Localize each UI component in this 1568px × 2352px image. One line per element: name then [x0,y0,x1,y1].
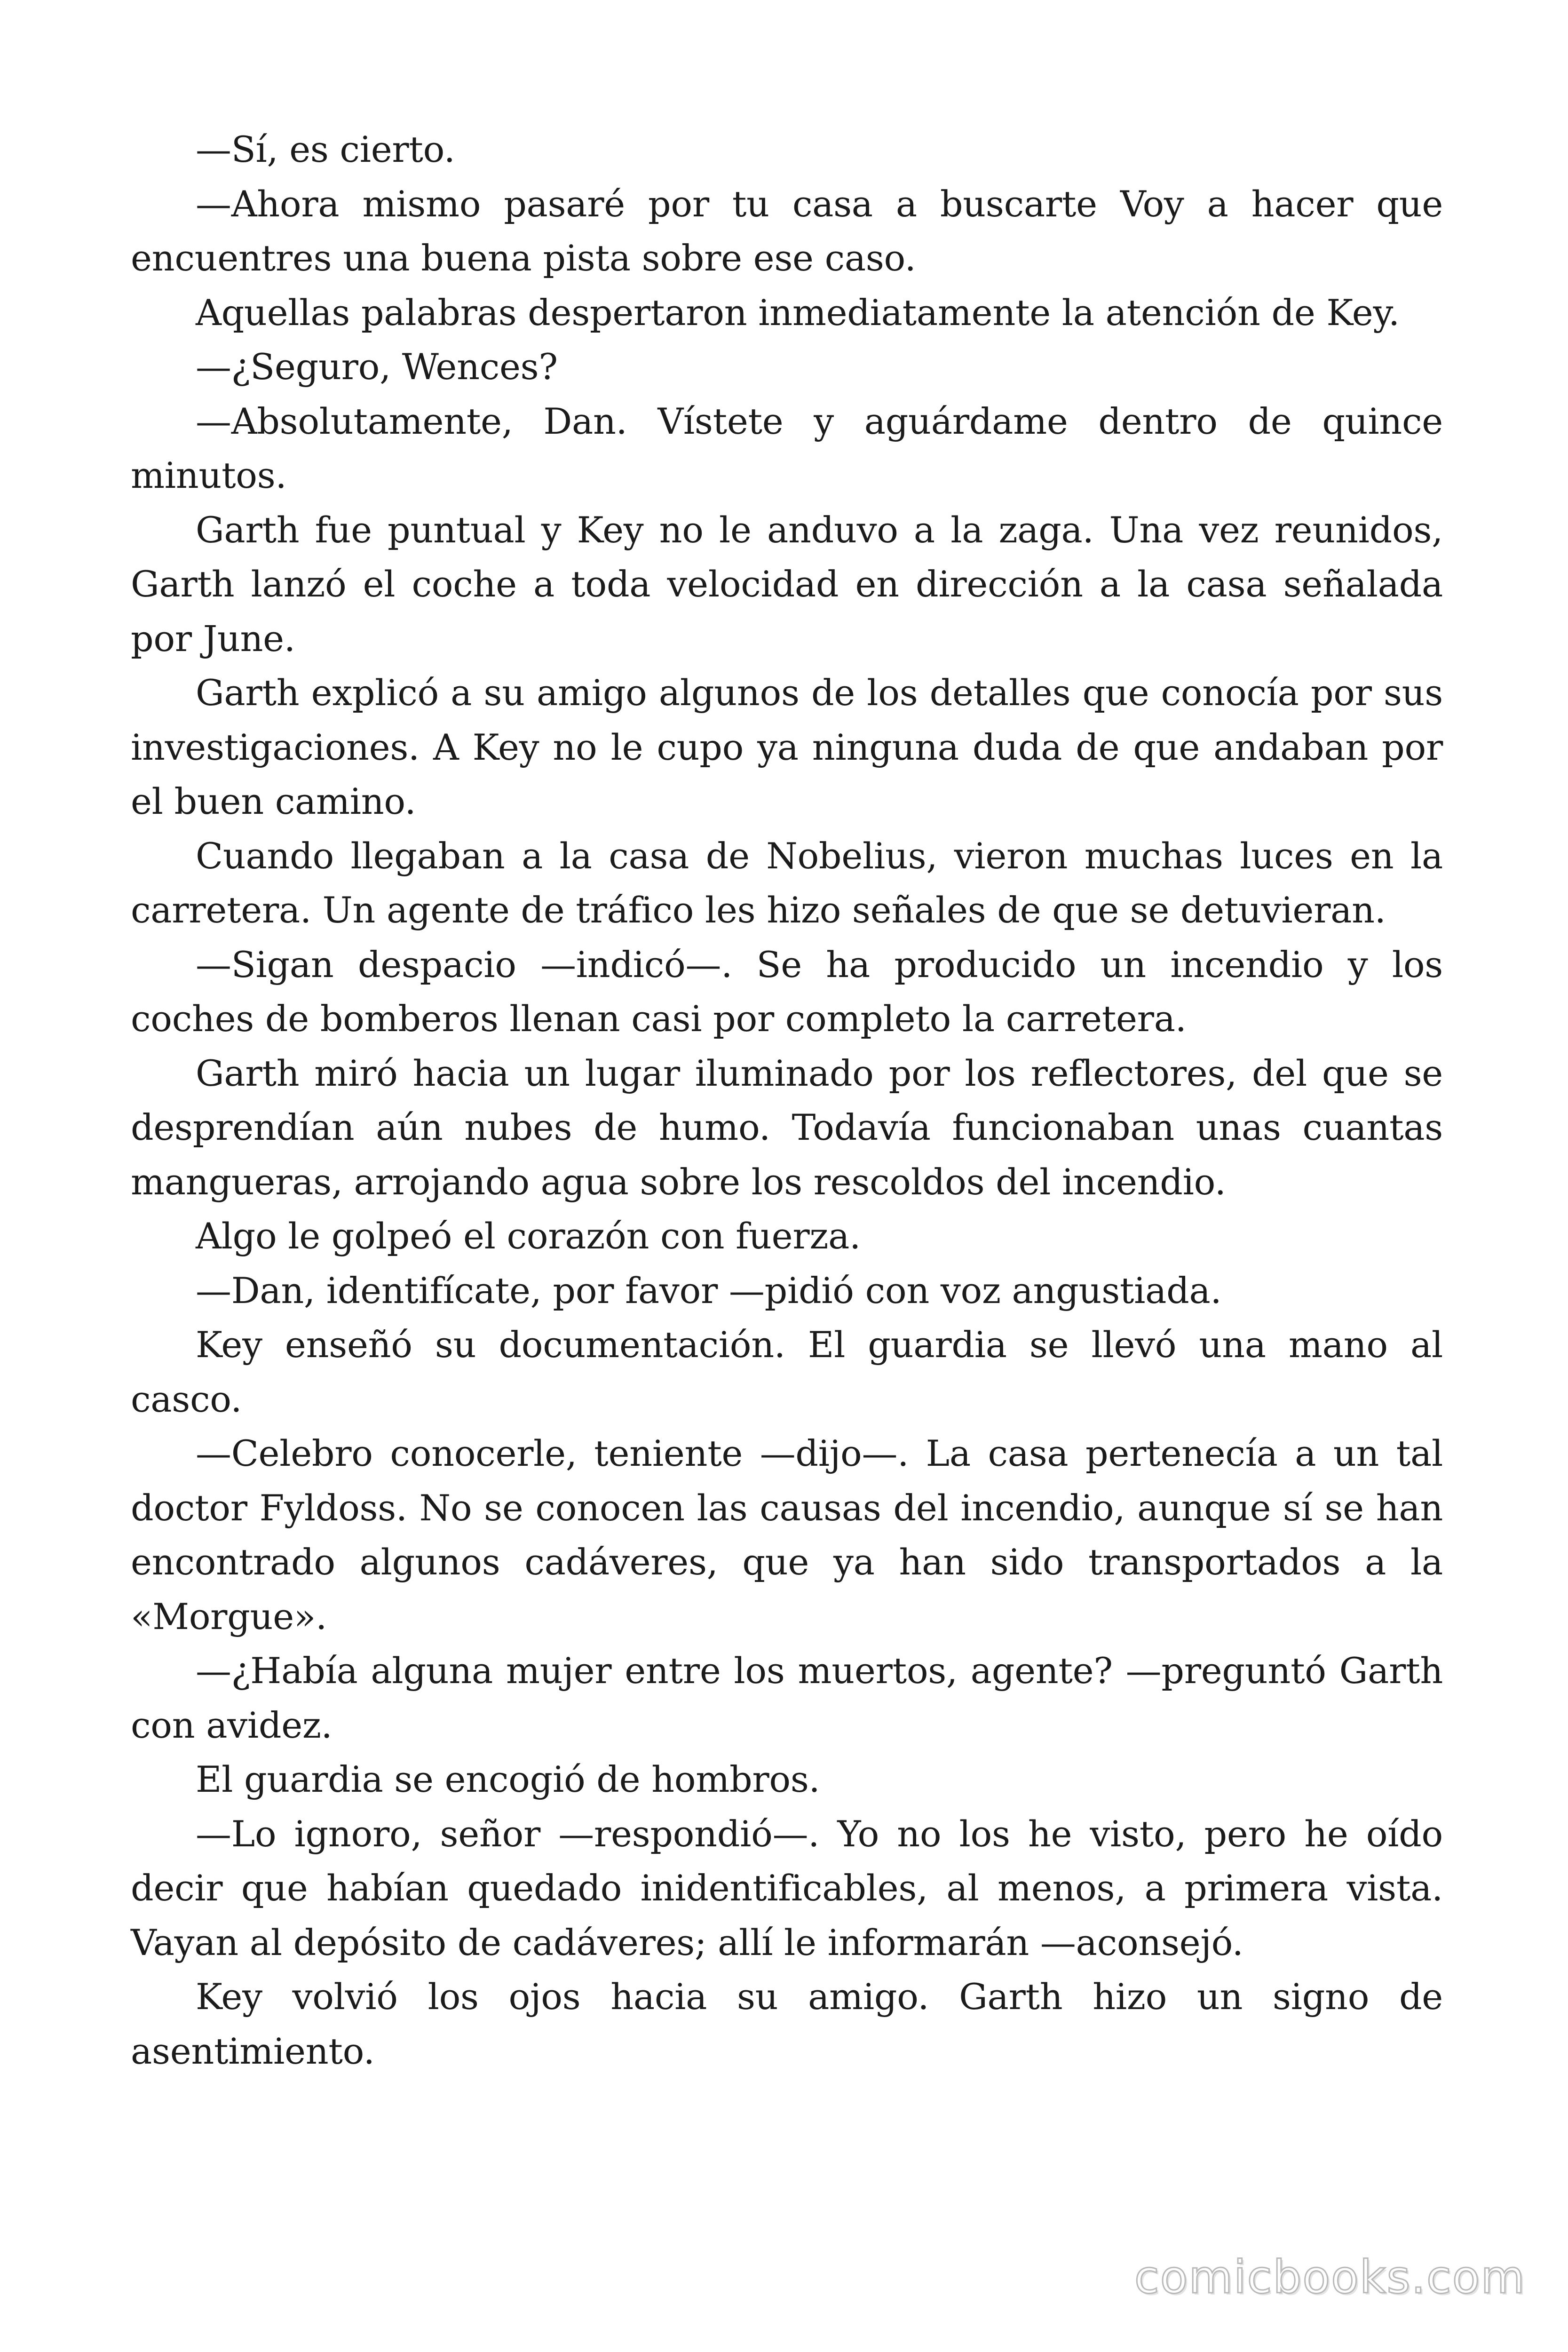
paragraph-1: —Sí, es cierto. [196,128,455,170]
paragraph-3: Aquellas palabras despertaron inmediatamente la atención de Key. [196,291,1400,334]
watermark: comicbooks.com [1134,2251,1526,2304]
paragraph-12: —Dan, identifícate, por favor —pidió con voz angustiada. [196,1269,1222,1311]
paragraph-9: —Sigan despacio —indicó—. Se ha producido un incendio y los coches de bomberos llenan casi por completo la carretera. [131,943,1443,1040]
paragraph-7: Garth explicó a su amigo algunos de los detalles que conocía por sus investigaciones. A Key no le cupo ya ninguna duda de que andaban por el buen camino. [131,672,1443,822]
paragraph-11: Algo le golpeó el corazón con fuerza. [196,1215,861,1257]
paragraph-13: Key enseñó su documentación. El guardia se llevó una mano al casco. [131,1324,1443,1420]
paragraph-4: —¿Seguro, Wences? [196,346,558,388]
paragraph-16: El guardia se encogió de hombros. [196,1758,820,1800]
paragraph-8: Cuando llegaban a la casa de Nobelius, vieron muchas luces en la carretera. Un agente de tráfico les hizo señales de que se detuvieran. [131,834,1443,931]
paragraph-17: —Lo ignoro, señor —respondió—. Yo no los he visto, pero he oído decir que habían quedado inidentificables, al menos, a primera vista. Vayan al depósito de cadáveres; allí le informarán —aconsejó. [131,1812,1443,1963]
book-page-text [131,122,1443,2078]
paragraph-15: —¿Había alguna mujer entre los muertos, agente? —preguntó Garth con avidez. [131,1650,1443,1746]
paragraph-2: —Ahora mismo pasaré por tu casa a buscarte Voy a hacer que encuentres una buena pista sobre ese caso. [131,183,1443,279]
paragraph-10: Garth miró hacia un lugar iluminado por los reflectores, del que se desprendían aún nubes de humo. Todavía funcionaban unas cuantas mangueras, arrojando agua sobre los rescoldos del incendio. [131,1052,1443,1203]
paragraph-5: —Absolutamente, Dan. Vístete y aguárdame dentro de quince minutos. [131,400,1443,496]
paragraph-14: —Celebro conocerle, teniente —dijo—. La casa pertenecía a un tal doctor Fyldoss. No se conocen las causas del incendio, aunque sí se han encontrado algunos cadáveres, que ya han sido transportados a la «Morgue». [131,1432,1443,1637]
paragraph-6: Garth fue puntual y Key no le anduvo a la zaga. Una vez reunidos, Garth lanzó el coche a toda velocidad en dirección a la casa señalada por June. [131,509,1443,660]
paragraph-18: Key volvió los ojos hacia su amigo. Garth hizo un signo de asentimiento. [131,1976,1443,2072]
